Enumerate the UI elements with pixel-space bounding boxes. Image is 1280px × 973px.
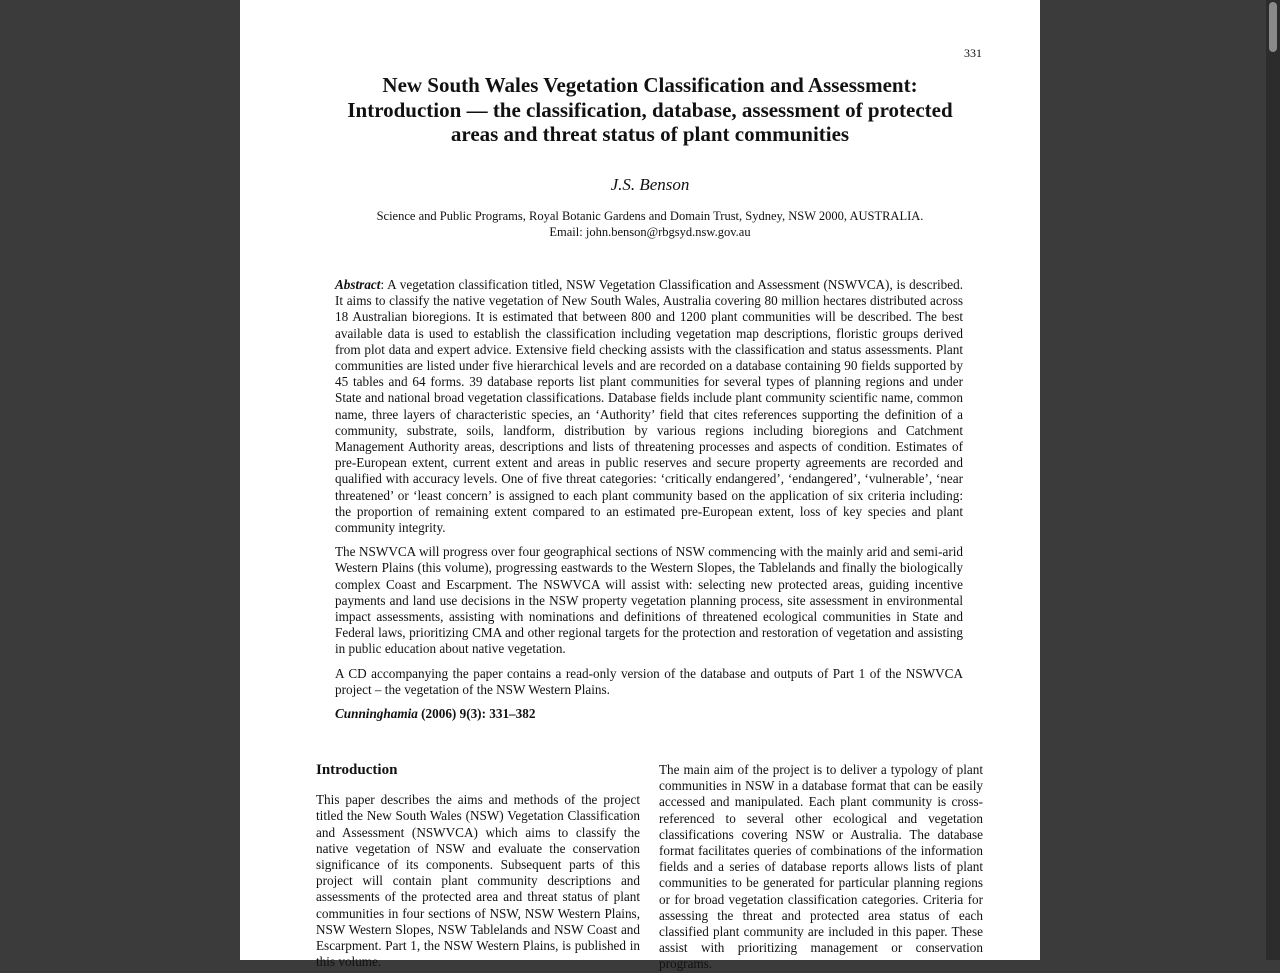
introduction-heading: Introduction: [316, 762, 398, 778]
citation-journal: Cunninghamia: [335, 706, 418, 722]
page-number: 331: [964, 46, 982, 60]
affiliation-email: Email: john.benson@rbgsyd.nsw.gov.au: [549, 224, 751, 239]
abstract-text-1: : A vegetation classification titled, NSW Vegetation Classification and Assessment (NSWVCA), is described. It aims to classify the native vegetation of New South Wales, Australia covering 80 million hectares distributed across 18 Australian bioregions. It is estimated that between 800 and 1200 plant communities will be described. The best available data is used to establish the classification including vegetation map descriptions, floristic groups derived from plot data and expert advice. Extensive field checking assists with the classification and status assessments. Plant communities are listed under five hierarchical levels and are recorded on a database containing 90 fields supported by 45 tables and 64 forms. 39 database reports list plant communities for several types of planning regions and under State and national broad vegetation classifications. Database fields include plant community scientific name, common name, three layers of characteristic species, an ‘Authority’ field that cites references supporting the definition of a community, substrate, soils, landform, distribution by various regions including bioregions and Catchment Management Authority areas, descriptions and lists of threatening processes and aspects of condition. Estimates of pre-European extent, current extent and areas in public reserves and secure property agreements are recorded and qualified with accuracy levels. One of five threat categories: ‘critically endangered’, ‘endangered’, ‘vulnerable’, ‘near threatened’ or ‘least concern’ is assigned to each plant community based on the application of six criteria including: the proportion of remaining extent compared to an estimated pre-European extent, loss of key species and plant community integrity.: [335, 277, 963, 536]
introduction-paragraph-left: This paper describes the aims and methods of the project titled the New South Wales (NSW) Vegetation Classification and Assessment (NSWVCA) which aims to classify the native vegetation of NSW and evaluate the conservation significance of its components. Subsequent parts of this project will contain plant community descriptions and assessments of the protected area and threat status of plant communities in four sections of NSW, NSW Western Plains, NSW Western Slopes, NSW Tablelands and NSW Coast and Escarpment. Part 1, the NSW Western Plains, is published in this volume.: [316, 792, 640, 970]
left-column: [316, 762, 640, 970]
scrollbar-thumb[interactable]: [1269, 2, 1277, 52]
paper-title: New South Wales Vegetation Classification and Assessment: Introduction — the classification, database, assessment of protected areas and threat status of plant communities: [347, 73, 953, 146]
abstract-label: Abstract: [335, 277, 381, 292]
affiliation-address: Science and Public Programs, Royal Botanic Gardens and Domain Trust, Sydney, NSW 2000, AUSTRALIA.: [376, 209, 924, 223]
abstract-paragraph-2: The NSWVCA will progress over four geographical sections of NSW commencing with the mainly arid and semi-arid Western Plains (this volume), progressing eastwards to the Western Slopes, the Tablelands and finally the biologically complex Coast and Escarpment. The NSWVCA will assist with: selecting new protected areas, guiding incentive payments and land use decisions in the NSW property vegetation planning process, site assessment in environmental impact assessments, assisting with nominations and definitions of threatened ecological communities in State and Federal laws, prioritizing CMA and other regional targets for the protection and restoration of vegetation and assisting in public education about native vegetation.: [335, 544, 963, 657]
vertical-scrollbar[interactable]: [1266, 0, 1280, 960]
document-page: [240, 0, 1040, 972]
right-column: [659, 762, 983, 973]
citation-details: (2006) 9(3): 331–382: [417, 706, 536, 722]
introduction-paragraph-right: The main aim of the project is to deliver a typology of plant communities in NSW in a database format that can be easily accessed and manipulated. Each plant community is cross-referenced to several other ecological and vegetation classifications covering NSW or Australia. The database format facilitates queries of combinations of the information fields and a series of database reports allows lists of plant communities to be generated for particular planning regions or for broad vegetation classification categories. Criteria for assessing the threat and protected area status of each classified plant community are included in this paper. These assist with prioritizing management or conservation programs.: [659, 762, 983, 972]
author-affiliation: [330, 209, 970, 240]
citation: [335, 706, 963, 722]
abstract-paragraph-1: [335, 277, 963, 536]
abstract: [335, 277, 963, 730]
abstract-paragraph-3: A CD accompanying the paper contains a read-only version of the database and outputs of Part 1 of the NSWVCA project – the vegetation of the NSW Western Plains.: [335, 665, 963, 697]
author-name: J.S. Benson: [610, 175, 690, 194]
